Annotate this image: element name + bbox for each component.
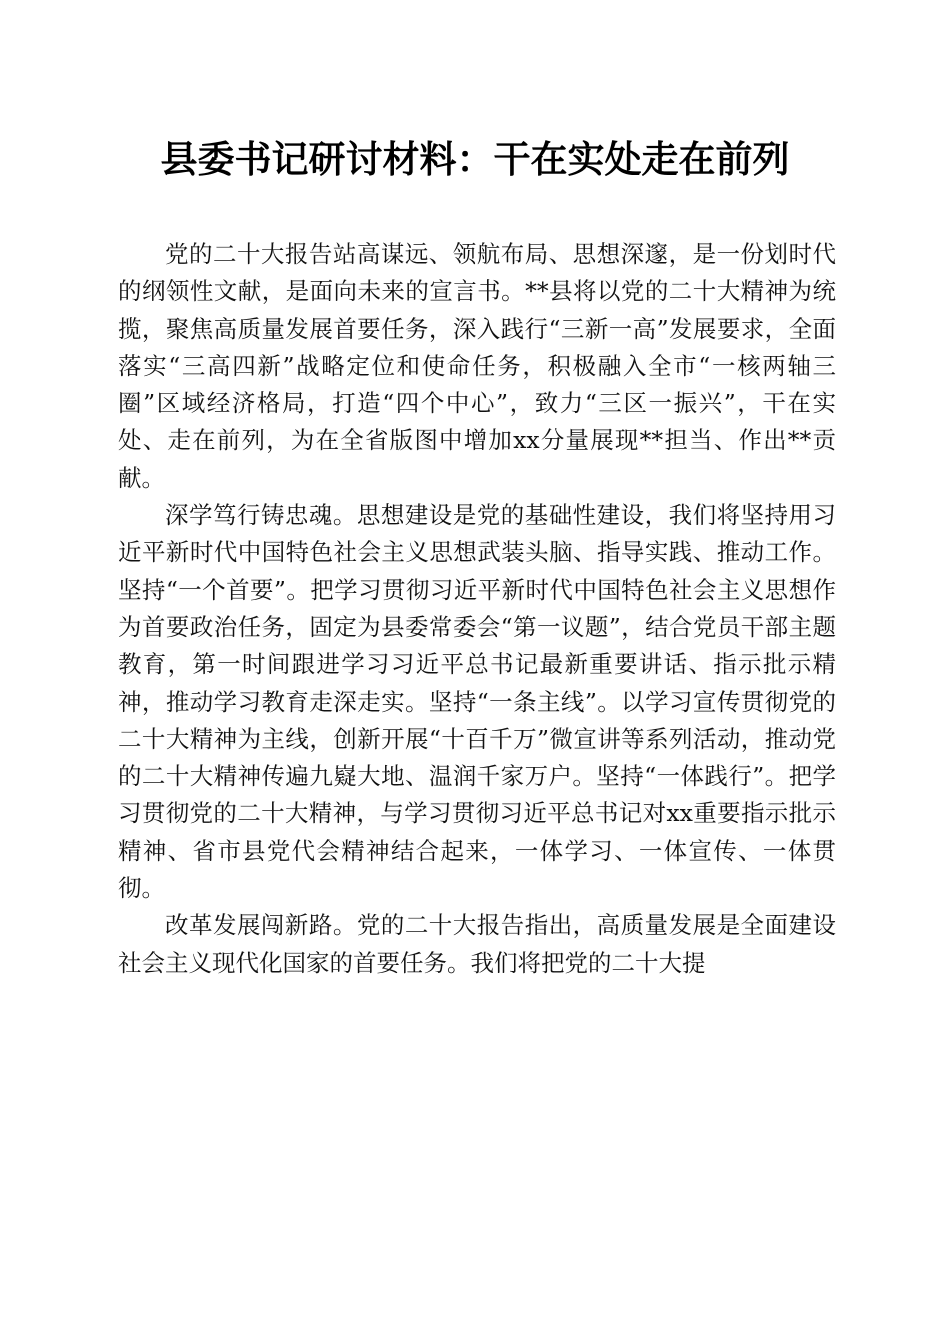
document-title: 县委书记研讨材料：干在实处走在前列	[160, 137, 790, 181]
paragraph-ideology: 深学笃行铸忠魂。思想建设是党的基础性建设，我们将坚持用习近平新时代中国特色社会主义思想武装头脑、指导实践、推动工作。坚持“一个首要”。把学习贯彻习近平新时代中国特色社会主义思想作为首要政治任务，固定为县委常委会“第一议题”，结合党员干部主题教育，第一时间跟进学习习近平总书记最新重要讲话、指示批示精神，推动学习教育走深走实。坚持“一条主线”。以学习宣传贯彻党的二十大精神为主线，创新开展“十百千万”微宣讲等系列活动，推动党的二十大精神传遍九嶷大地、温润千家万户。坚持“一体践行”。把学习贯彻党的二十大精神，与学习贯彻习近平总书记对xx重要指示批示精神、省市县党代会精神结合起来，一体学习、一体宣传、一体贯彻。	[118, 501, 836, 903]
paragraph-reform: 改革发展闯新路。党的二十大报告指出，高质量发展是全面建设社会主义现代化国家的首要任务。我们将把党的二十大提	[118, 911, 836, 977]
paragraph-intro: 党的二十大报告站高谋远、领航布局、思想深邃，是一份划时代的纲领性文献，是面向未来的宣言书。**县将以党的二十大精神为统揽，聚焦高质量发展首要任务，深入践行“三新一高”发展要求，全面落实“三高四新”战略定位和使命任务，积极融入全市“一核两轴三圈”区域经济格局，打造“四个中心”，致力“三区一振兴”，干在实处、走在前列，为在全省版图中增加xx分量展现**担当、作出**贡献。	[118, 240, 836, 492]
document-body	[118, 236, 836, 982]
